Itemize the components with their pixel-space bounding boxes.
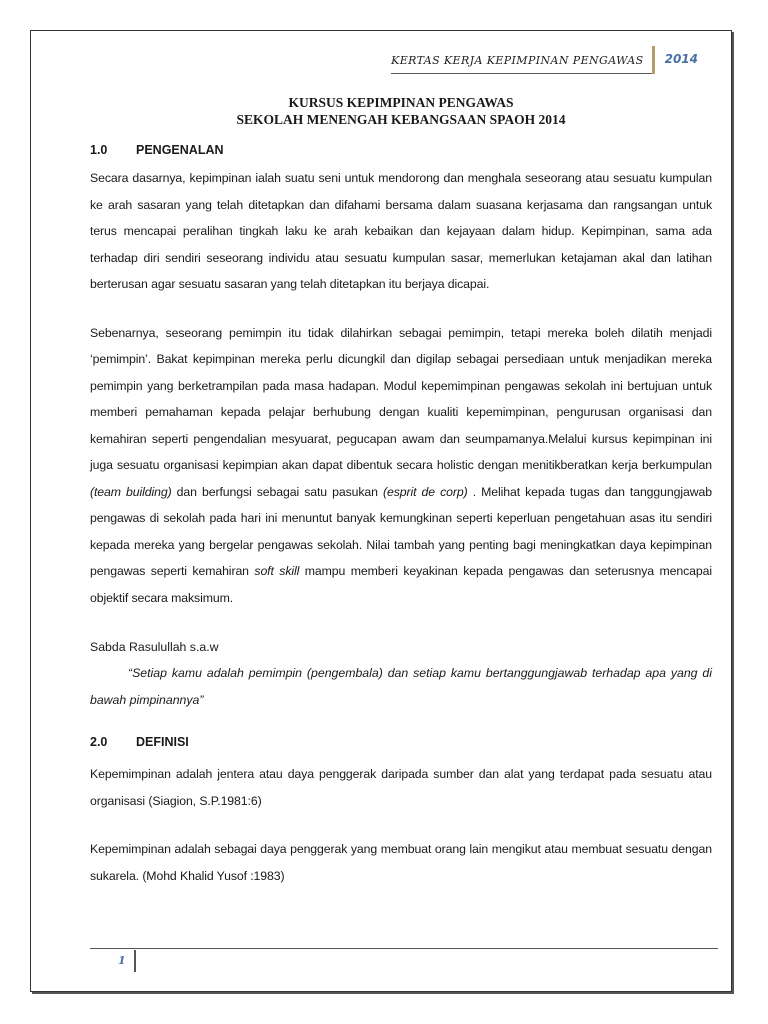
paragraph: Kepemimpinan adalah jentera atau daya penggerak daripada sumber dan alat yang terdapat pada sesuatu atau organisasi (Siagion, S.P.1981:6)	[90, 767, 712, 808]
paragraph	[90, 320, 712, 612]
section-number: 2.0	[90, 735, 108, 749]
quote-attribution: Sabda Rasulullah s.a.w	[90, 640, 219, 654]
paragraph: Secara dasarnya, kepimpinan ialah suatu seni untuk mendorong dan menghala seseorang atau sesuatu kumpulan ke arah sasaran yang telah ditetapkan dan difahami bersama dalam suasana kerjasama dan rangsangan untuk terus mencapai peralihan tingkah laku ke arah kebaikan dan kejayaan dalam hidup. Kepimpinan, sama ada terhadap diri sendiri seseorang individu atau sesuatu kumpulan sasar, memerlukan ketajaman akal dan latihan berterusan agar sesuatu sasaran yang telah ditetapkan itu berjaya dicapai.	[90, 171, 712, 291]
italic-term: (esprit de corp)	[383, 484, 468, 499]
document-body	[90, 94, 712, 889]
footer-rule	[90, 948, 718, 949]
paragraph: Kepemimpinan adalah sebagai daya penggerak yang membuat orang lain mengikut atau membuat sesuatu dengan sukarela. (Mohd Khalid Yusof :1983)	[90, 842, 712, 883]
italic-term: soft skill	[254, 564, 300, 578]
section-title: PENGENALAN	[136, 143, 224, 157]
section-heading-definisi	[90, 735, 712, 749]
text-run: Sebenarnya, seseorang pemimpin itu tidak dilahirkan sebagai pemimpin, tetapi mereka boleh dilatih menjadi ‘pemimpin’. Bakat kepimpinan mereka perlu dicungkil dan digilap sebagai persediaan untuk menjadikan mereka pemimpin yang berketrampilan pada masa hadapan. Modul kepemimpinan pengawas sekolah ini bertujuan untuk memberi pemahaman kepada pelajar berhubung dengan kualiti kepemimpinan, pengurusan organisasi dan kemahiran seperti pengendalian mesyuarat, pegucapan awam dan seumpamanya.Melalui kursus kepimpinan ini juga sesuatu organisasi kepimpian akan dapat dibentuk secara holistic dengan menitikberatkan kerja berkumpulan	[90, 325, 712, 472]
page-number: 1	[118, 950, 136, 972]
section-title: DEFINISI	[136, 735, 189, 749]
text-run: mampu memberi keyakinan kepada pengawas dan seterusnya mencapai objektif secara maksimum.	[90, 564, 713, 605]
text-run: . Melihat kepada tugas dan tanggungjawab pengawas di sekolah pada hari ini menuntut banyak kemungkinan seperti keperluan pengetahuan asas itu sendiri kepada mereka yang bergelar pengawas sekolah. Nilai tambah yang penting bagi meningkatkan daya kepimpinan pengawas seperti kemahiran	[90, 484, 713, 578]
italic-term: (team building)	[90, 484, 172, 499]
section-number: 1.0	[90, 143, 108, 157]
quote: “Setiap kamu adalah pemimpin (pengembala) dan setiap kamu bertanggungjawab terhadap apa yang di bawah pimpinannya”	[90, 666, 712, 707]
section-heading-pengenalan	[90, 143, 712, 157]
running-header	[391, 46, 708, 74]
header-year: 2014	[652, 46, 708, 74]
document-title-line2: SEKOLAH MENENGAH KEBANGSAAN SPAOH 2014	[236, 112, 566, 127]
document-title	[90, 94, 712, 128]
document-title-line1: KURSUS KEPIMPINAN PENGAWAS	[288, 95, 514, 110]
header-title: KERTAS KERJA KEPIMPINAN PENGAWAS	[391, 46, 652, 74]
text-run: dan berfungsi sebagai satu pasukan	[171, 484, 383, 499]
